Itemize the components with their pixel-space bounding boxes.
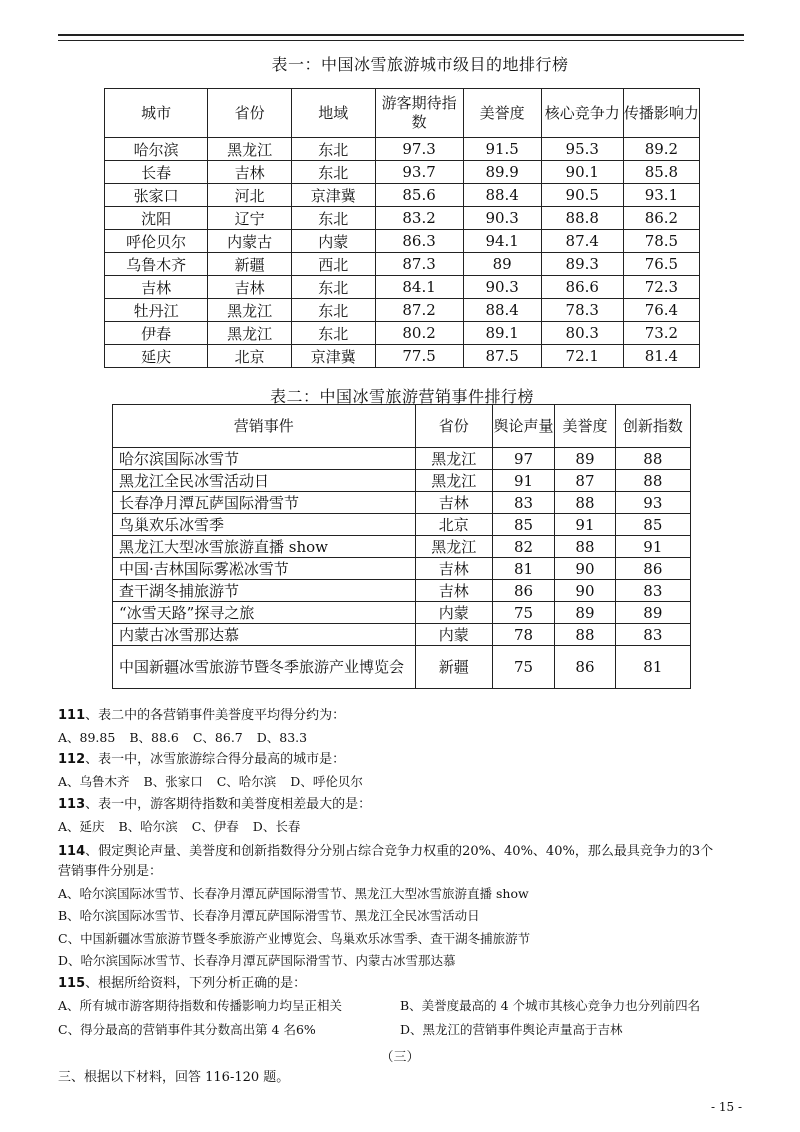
option-c: C、得分最高的营销事件其分数高出第 4 名6% [58, 1022, 316, 1037]
question-112 [58, 750, 345, 770]
table-cell: 88.4 [463, 299, 541, 322]
question-text: 、表一中，冰雪旅游综合得分最高的城市是： [85, 752, 346, 767]
option-c: C、伊春 [191, 819, 239, 834]
table-row [113, 580, 691, 602]
option-b: B、美誉度最高的 4 个城市其核心竞争力也分列前四名 [400, 998, 701, 1013]
option-b: B、88.6 [129, 730, 179, 745]
table-row [113, 558, 691, 580]
column-header: 城市 [105, 89, 208, 138]
table-cell: 东北 [291, 299, 375, 322]
table-row [113, 470, 691, 492]
table-cell: 88 [615, 448, 690, 470]
table-cell: 哈尔滨 [105, 138, 208, 161]
table-cell: 吉林 [208, 276, 292, 299]
table2 [112, 404, 691, 689]
table-cell: 85.6 [375, 184, 463, 207]
question-114 [58, 842, 713, 862]
table-cell: 89.2 [623, 138, 699, 161]
column-header: 美誉度 [555, 405, 615, 448]
table-cell: 84.1 [375, 276, 463, 299]
table-cell: 东北 [291, 276, 375, 299]
table2-header-row [113, 405, 691, 448]
table-cell: 80.3 [541, 322, 623, 345]
column-header: 传播影响力 [623, 89, 699, 138]
table-row [105, 161, 700, 184]
table-cell: 东北 [291, 138, 375, 161]
section-intro: 三、根据以下材料，回答 116-120 题。 [58, 1070, 290, 1085]
table-cell: 86.6 [541, 276, 623, 299]
question-114-text-cont: 营销事件分别是： [58, 864, 163, 879]
table-cell: 吉林 [105, 276, 208, 299]
question-113 [58, 795, 371, 815]
table-cell: 吉林 [415, 558, 492, 580]
column-header: 游客期待指数 [375, 89, 463, 138]
option-a: A、所有城市游客期待指数和传播影响力均呈正相关 [58, 998, 343, 1013]
table-cell: 东北 [291, 207, 375, 230]
option-c: C、86.7 [192, 730, 243, 745]
table-cell: 黑龙江全民冰雪活动日 [113, 470, 416, 492]
table-cell: 93.1 [623, 184, 699, 207]
table-cell: 89 [555, 602, 615, 624]
table-cell: 吉林 [415, 580, 492, 602]
table-cell: 87 [555, 470, 615, 492]
table-row [105, 207, 700, 230]
table-cell: 89.9 [463, 161, 541, 184]
option-c: C、中国新疆冰雪旅游节暨冬季旅游产业博览会、鸟巢欢乐冰雪季、查干湖冬捕旅游节 [58, 931, 531, 946]
table-cell: 88.4 [463, 184, 541, 207]
table-row [105, 299, 700, 322]
table-cell: 吉林 [415, 492, 492, 514]
table-cell: 93.7 [375, 161, 463, 184]
table-cell: 北京 [208, 345, 292, 368]
top-rule [58, 34, 744, 36]
table-cell: 86 [555, 646, 615, 689]
table2-caption: 表二：中国冰雪旅游营销事件排行榜 [269, 387, 534, 406]
table-cell: 河北 [208, 184, 292, 207]
table-cell: 伊春 [105, 322, 208, 345]
table-cell: 82 [492, 536, 554, 558]
table-row [113, 492, 691, 514]
table-cell: 83.2 [375, 207, 463, 230]
question-number: 111 [58, 708, 86, 723]
table-cell: 91.5 [463, 138, 541, 161]
option-a: A、89.85 [58, 730, 116, 745]
column-header: 舆论声量 [492, 405, 554, 448]
table-cell: 72.3 [623, 276, 699, 299]
table-row [113, 536, 691, 558]
table-cell: 87.4 [541, 230, 623, 253]
table-cell: 京津冀 [291, 345, 375, 368]
table-cell: 85 [492, 514, 554, 536]
table-cell: 乌鲁木齐 [105, 253, 208, 276]
table-cell: 81.4 [623, 345, 699, 368]
table-cell: 80.2 [375, 322, 463, 345]
table-cell: 97.3 [375, 138, 463, 161]
table-row [113, 602, 691, 624]
question-115 [58, 974, 306, 994]
question-112-options [58, 772, 377, 792]
table-cell: 黑龙江 [415, 470, 492, 492]
table-cell: 78 [492, 624, 554, 646]
table-cell: 90 [555, 580, 615, 602]
table-cell: 77.5 [375, 345, 463, 368]
question-number: 112 [58, 752, 86, 767]
table-cell: 西北 [291, 253, 375, 276]
question-number: 114 [58, 844, 86, 859]
table-cell: 81 [492, 558, 554, 580]
table-row [105, 253, 700, 276]
question-text: 、假定舆论声量、美誉度和创新指数得分分别占综合竞争力权重的20%、40%、40%，那么最具竞争力的3个 [85, 844, 714, 859]
option-d: D、呼伦贝尔 [290, 774, 363, 789]
table-cell: 内蒙古 [208, 230, 292, 253]
table-row [113, 646, 691, 689]
table-cell: 哈尔滨国际冰雪节 [113, 448, 416, 470]
table-cell: 86.2 [623, 207, 699, 230]
table-cell: 93 [615, 492, 690, 514]
option-c: C、哈尔滨 [216, 774, 277, 789]
table-row [105, 276, 700, 299]
table-cell: 89 [463, 253, 541, 276]
question-number: 115 [58, 976, 86, 991]
table-cell: 83 [615, 624, 690, 646]
table-cell: 新疆 [415, 646, 492, 689]
table-cell: 东北 [291, 322, 375, 345]
table-cell: 黑龙江 [415, 448, 492, 470]
table2-body [113, 448, 691, 689]
option-d: D、黑龙江的营销事件舆论声量高于吉林 [400, 1022, 623, 1037]
table-row [105, 230, 700, 253]
table-cell: 87.3 [375, 253, 463, 276]
column-header: 地域 [291, 89, 375, 138]
table-row [113, 514, 691, 536]
table-cell: 黑龙江 [415, 536, 492, 558]
table-cell: 吉林 [208, 161, 292, 184]
table-cell: 90.5 [541, 184, 623, 207]
table-cell: 东北 [291, 161, 375, 184]
table-cell: 89 [555, 448, 615, 470]
table-cell: 辽宁 [208, 207, 292, 230]
table-cell: 延庆 [105, 345, 208, 368]
column-header: 核心竞争力 [541, 89, 623, 138]
table-cell: 76.4 [623, 299, 699, 322]
table-cell: 内蒙 [415, 624, 492, 646]
table1-header-row [105, 89, 700, 138]
column-header: 美誉度 [463, 89, 541, 138]
option-a: A、延庆 [58, 819, 105, 834]
top-rule-thin [58, 40, 744, 41]
table-cell: 88 [555, 492, 615, 514]
column-header: 省份 [415, 405, 492, 448]
table-cell: 中国新疆冰雪旅游节暨冬季旅游产业博览会 [113, 646, 416, 689]
table-cell: 83 [492, 492, 554, 514]
table-cell: 黑龙江大型冰雪旅游直播 show [113, 536, 416, 558]
table-row [105, 184, 700, 207]
table-cell: 呼伦贝尔 [105, 230, 208, 253]
page-number: - 15 - [710, 1100, 742, 1114]
question-text: 、表一中，游客期待指数和美誉度相差最大的是： [85, 797, 372, 812]
table-cell: 张家口 [105, 184, 208, 207]
table-cell: 76.5 [623, 253, 699, 276]
table-cell: 90.3 [463, 207, 541, 230]
table-row [113, 624, 691, 646]
question-number: 113 [58, 797, 86, 812]
column-header: 营销事件 [113, 405, 416, 448]
table-cell: 81 [615, 646, 690, 689]
section-marker: （三） [380, 1050, 420, 1065]
table-cell: 78.3 [541, 299, 623, 322]
table-row [105, 345, 700, 368]
table-cell: 97 [492, 448, 554, 470]
table-cell: 沈阳 [105, 207, 208, 230]
table-cell: 86 [492, 580, 554, 602]
table-cell: 牡丹江 [105, 299, 208, 322]
table-row [113, 448, 691, 470]
option-d: D、83.3 [256, 730, 308, 745]
option-d: D、哈尔滨国际冰雪节、长春净月潭瓦萨国际滑雪节、内蒙古冰雪那达慕 [58, 953, 456, 968]
table-cell: 黑龙江 [208, 138, 292, 161]
column-header: 创新指数 [615, 405, 690, 448]
table-cell: 86 [615, 558, 690, 580]
table-cell: 89.1 [463, 322, 541, 345]
table-cell: 89 [615, 602, 690, 624]
table-cell: 内蒙 [415, 602, 492, 624]
table-cell: 86.3 [375, 230, 463, 253]
question-111 [58, 706, 345, 726]
table-cell: 88 [555, 536, 615, 558]
column-header: 省份 [208, 89, 292, 138]
option-a: A、哈尔滨国际冰雪节、长春净月潭瓦萨国际滑雪节、黑龙江大型冰雪旅游直播 show [58, 886, 529, 901]
table-cell: 内蒙古冰雪那达慕 [113, 624, 416, 646]
table-cell: 88.8 [541, 207, 623, 230]
table-cell: 75 [492, 602, 554, 624]
option-b: B、张家口 [143, 774, 203, 789]
table-cell: 83 [615, 580, 690, 602]
option-b: B、哈尔滨 [118, 819, 178, 834]
table-cell: 87.2 [375, 299, 463, 322]
table-cell: 91 [555, 514, 615, 536]
table-cell: 91 [492, 470, 554, 492]
table-cell: 88 [555, 624, 615, 646]
option-d: D、长春 [252, 819, 301, 834]
question-text: 、表二中的各营销事件美誉度平均得分约为： [85, 708, 346, 723]
table-cell: 85 [615, 514, 690, 536]
table-cell: 90.3 [463, 276, 541, 299]
table-cell: 北京 [415, 514, 492, 536]
table-cell: 90 [555, 558, 615, 580]
table-cell: 73.2 [623, 322, 699, 345]
table-cell: 78.5 [623, 230, 699, 253]
table-cell: 查干湖冬捕旅游节 [113, 580, 416, 602]
table-cell: 95.3 [541, 138, 623, 161]
table1-body [105, 138, 700, 368]
table-row [105, 322, 700, 345]
table-cell: 黑龙江 [208, 322, 292, 345]
option-b: B、哈尔滨国际冰雪节、长春净月潭瓦萨国际滑雪节、黑龙江全民冰雪活动日 [58, 908, 480, 923]
table-cell: 90.1 [541, 161, 623, 184]
table1-caption: 表一：中国冰雪旅游城市级目的地排行榜 [271, 55, 569, 74]
question-text: 、根据所给资料，下列分析正确的是： [85, 976, 307, 991]
table-cell: 内蒙 [291, 230, 375, 253]
table-cell: 75 [492, 646, 554, 689]
table-cell: 91 [615, 536, 690, 558]
question-113-options [58, 817, 314, 837]
table-cell: 87.5 [463, 345, 541, 368]
table-row [105, 138, 700, 161]
table-cell: 88 [615, 470, 690, 492]
table-cell: “冰雪天路”探寻之旅 [113, 602, 416, 624]
table-cell: 鸟巢欢乐冰雪季 [113, 514, 416, 536]
table-cell: 72.1 [541, 345, 623, 368]
option-a: A、乌鲁木齐 [58, 774, 130, 789]
table-cell: 85.8 [623, 161, 699, 184]
table-cell: 长春净月潭瓦萨国际滑雪节 [113, 492, 416, 514]
table-cell: 中国·吉林国际雾凇冰雪节 [113, 558, 416, 580]
table-cell: 京津冀 [291, 184, 375, 207]
table-cell: 89.3 [541, 253, 623, 276]
table-cell: 长春 [105, 161, 208, 184]
table-cell: 新疆 [208, 253, 292, 276]
table1 [104, 88, 700, 368]
table-cell: 94.1 [463, 230, 541, 253]
question-111-options [58, 728, 321, 748]
table-cell: 黑龙江 [208, 299, 292, 322]
